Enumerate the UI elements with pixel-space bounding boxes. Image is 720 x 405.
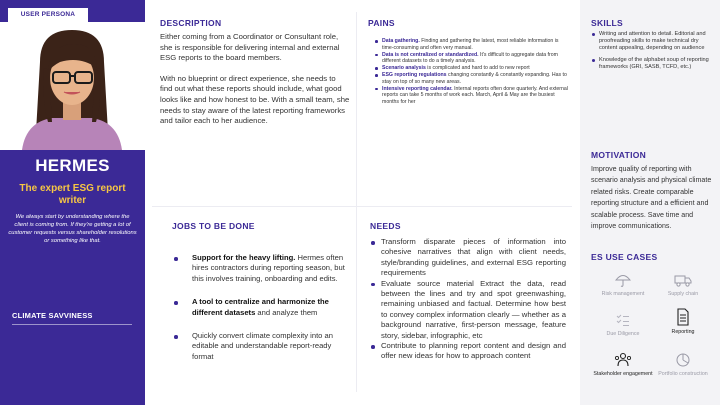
use-case-label: Stakeholder engagement <box>593 371 653 377</box>
pain-item-bold: ESG reporting regulations <box>382 72 447 79</box>
pain-item <box>368 72 568 85</box>
use-case-label: Risk management <box>601 291 645 297</box>
column-divider <box>356 12 357 392</box>
pain-item <box>368 38 568 51</box>
climate-savviness-label: CLIMATE SAVVINESS <box>12 311 93 320</box>
persona-quote: We always start by understanding where the client is coming from. If they're getting a lot of customer requests versus shareholder resolutions or something like that. <box>8 214 137 244</box>
job-item-text: and analyze them <box>255 307 318 317</box>
pain-item-text: Internal reports often done quarterly. And external reports can take 5 months of work each. March, April & May are the busiest months for her <box>382 85 568 105</box>
persona-panel <box>0 0 145 405</box>
use-case-risk-management <box>593 272 653 297</box>
use-case-label: Supply chain <box>667 291 699 297</box>
portfolio-icon <box>675 352 691 368</box>
document-icon <box>675 308 691 326</box>
pain-item-bold: Data is not centralized or standardized. <box>382 51 479 58</box>
use-cases-section <box>591 252 716 262</box>
skills-title: SKILLS <box>591 18 624 28</box>
job-item <box>172 297 352 318</box>
persona-name: HERMES <box>35 156 110 175</box>
need-item: Contribute to planning report content and design and offer new ideas for how to approach content <box>370 341 566 362</box>
checklist-icon <box>615 312 631 328</box>
description-paragraph: Either coming from a Coordinator or Consultant role, she is responsible for delivering internal and external ESG reports to the board members. <box>160 32 340 63</box>
motivation-section <box>591 150 716 232</box>
job-item-bold: Support for the heavy lifting. <box>192 253 296 262</box>
pain-item-text: is complicated and hard to add to new report <box>425 65 530 72</box>
use-case-due-diligence <box>593 312 653 337</box>
pain-item-text: Finding and gathering the latest, most reliable information is time-consuming and often very manual. <box>382 38 559 51</box>
description-section <box>160 18 350 127</box>
pain-item-bold: Data gathering. <box>382 38 420 44</box>
pain-item-bold: Scenario analysis <box>382 65 426 72</box>
needs-list <box>370 237 566 362</box>
umbrella-icon <box>615 272 631 288</box>
needs-title: NEEDS <box>370 221 401 231</box>
pain-item-text: It's difficult to aggregate data from different datasets to do a timely analysis. <box>382 51 558 65</box>
jobs-list <box>172 253 352 362</box>
use-case-supply-chain <box>653 272 713 297</box>
job-item-text: Hermes often hires contractors during reporting season, but this involves training, onboarding and edits. <box>192 253 345 283</box>
motivation-text: Improve quality of reporting with scenario analysis and physical climate related risks. Create comparable reporting structure and a efficient and scalable process. Save time and improve communications. <box>591 165 712 231</box>
pains-section <box>368 18 568 106</box>
description-title: DESCRIPTION <box>160 18 222 28</box>
needs-section <box>370 221 566 362</box>
jobs-section <box>172 221 352 375</box>
job-item <box>172 331 352 362</box>
need-item: Transform disparate pieces of information into cohesive narratives that align with client needs, style/branding guidelines, and external ESG reporting requirements <box>370 237 566 279</box>
use-cases-grid <box>591 268 716 403</box>
use-case-label: Due Diligence <box>606 331 640 337</box>
pains-title: PAINS <box>368 18 395 28</box>
job-item <box>172 253 352 284</box>
use-cases-title: ES USE CASES <box>591 252 658 262</box>
use-case-portfolio-construction <box>653 352 713 377</box>
pain-item <box>368 65 568 72</box>
description-paragraph: With no blueprint or direct experience, she needs to find out what these reports should include, what good looks like and how honest to be. With a small team, she needs to stay aware of the latest reporting frameworks and tailor each to her audience. <box>160 73 350 126</box>
climate-savviness-divider <box>12 324 132 325</box>
row-divider <box>152 206 572 207</box>
use-case-reporting <box>653 308 713 335</box>
pain-item <box>368 86 568 106</box>
motivation-title: MOTIVATION <box>591 150 647 160</box>
skills-section <box>591 18 716 76</box>
pain-item <box>368 52 568 65</box>
skill-item: Writing and attention to detail. Editorial and proofreading skills to make technical dry content appealing, depending on audience <box>591 31 716 52</box>
people-icon <box>614 352 632 368</box>
job-item-text: Quickly convert climate complexity into an editable and understandable report-ready format <box>192 331 333 361</box>
job-item-bold: A tool to centralize and harmonize the different datasets <box>192 297 329 317</box>
persona-illustration <box>0 22 145 150</box>
pains-list <box>368 38 568 106</box>
use-case-stakeholder-engagement <box>593 352 653 377</box>
jobs-title: JOBS TO BE DONE <box>172 221 255 231</box>
truck-icon <box>674 272 692 288</box>
pain-item-text: changing constantly & constantly expanding. Has to stay on top of so many new areas. <box>382 72 567 85</box>
use-case-label: Reporting <box>671 329 695 335</box>
pain-item-bold: Intensive reporting calendar. <box>382 85 453 92</box>
user-persona-tag: USER PERSONA <box>8 8 88 22</box>
skills-list <box>591 31 716 71</box>
need-item: Evaluate source material Extract the data, read between the lines and try and spot greenwashing, remaining unbiased and factual. Determine how best to convey complex information clearly — whether as a background narrative, first-person message, feature story, sidebar, infographic, etc <box>370 279 566 341</box>
use-case-label: Portfolio construction <box>658 371 708 377</box>
avatar <box>0 22 145 150</box>
skill-item: Knowledge of the alphabet soup of reporting frameworks (GRI, SASB, TCFD, etc.) <box>591 57 716 71</box>
persona-subtitle: The expert ESG report writer <box>19 183 126 206</box>
